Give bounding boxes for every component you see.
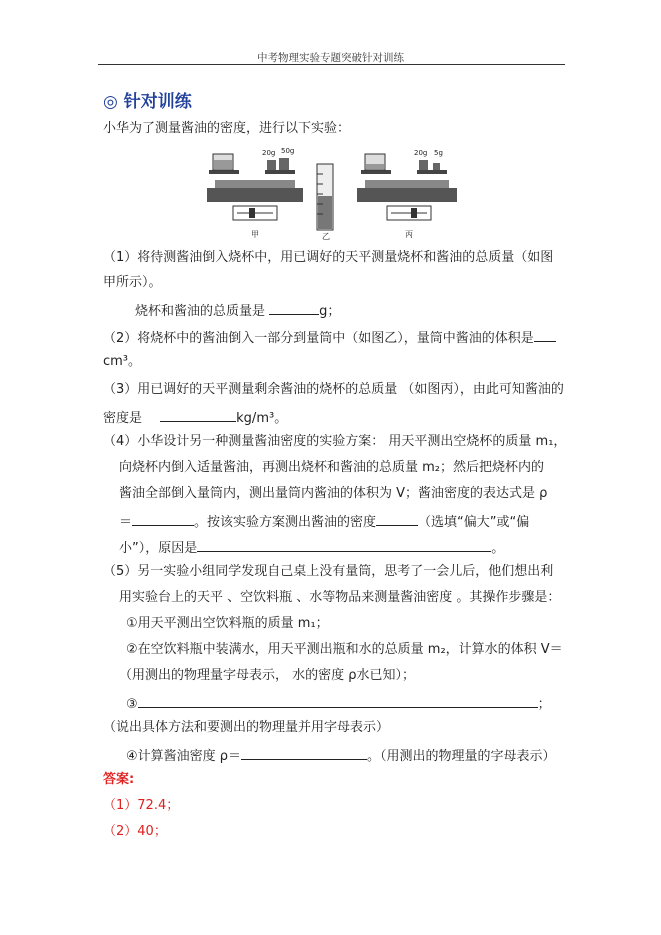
weight-left-1 [267,160,276,170]
q4-line5-post: 。 [491,541,505,556]
q1-line3-pre: 烧杯和酱油的总质量是 [135,304,266,319]
q4-line4-post: （选填“偏大”或“偏 [418,515,530,530]
q4-line4-mid: 。按该实验方案测出酱油的密度 [194,515,377,530]
section-title: ◎ 针对训练 [103,92,192,112]
q5-step3-post: ； [537,697,551,712]
q4-blank-choice [376,512,418,526]
figure-label-bing: 丙 [405,230,413,239]
q5-step3 [126,694,551,713]
q5-step4 [126,746,556,765]
q3-blank [160,408,236,422]
header-title: 中考物理实验专题突破针对训练 [257,52,404,64]
balance-right [357,149,457,239]
weight-right-label-1: 20g [414,149,428,157]
answers-label: 答案: [103,772,135,787]
q4-blank-reason [197,538,491,552]
q4-line5 [119,538,504,557]
answer-1: （1）72.4； [103,798,180,813]
experiment-figure [205,144,460,240]
balance-left [207,147,303,239]
answer-2: （2）40； [103,824,167,839]
q4-line1: （4）小华设计另一种测量酱油密度的实验方案： 用天平测出空烧杯的质量 m₁， [103,434,567,449]
weight-left-label-1: 20g [262,149,276,157]
q5-step3-pre: ③ [126,697,138,712]
q5-step2b: （用测出的物理量字母表示， 水的密度 ρ水已知）； [119,668,416,683]
q2-blank [534,328,556,342]
q1-line3 [135,301,340,320]
q2-line1 [103,328,556,347]
figure-label-yi: 乙 [322,232,330,240]
q1-line1: （1）将待测酱油倒入烧杯中，用已调好的天平测量烧杯和酱油的总质量（如图 [103,250,554,265]
weight-right-1 [419,160,428,170]
weight-right-label-2: 5g [434,149,443,157]
q2-line1-text: （2）将烧杯中的酱油倒入一部分到量筒中（如图乙），量筒中酱油的体积是 [103,331,534,346]
q4-line2: 向烧杯内倒入适量酱油，再测出烧杯和酱油的总质量 m₂；然后把烧杯内的 [119,460,545,475]
weight-right-2 [433,163,440,170]
q5-blank-step3 [138,694,538,708]
weight-left-2 [279,158,289,170]
weight-left-label-2: 50g [281,147,295,155]
q5-step3-note: （说出具体方法和要测出的物理量并用字母表示） [103,720,390,735]
q4-line4 [119,512,529,531]
q5-line2: 用实验台上的天平 、空饮料瓶 、水等物品来测量酱油密度 。其操作步骤是： [119,590,561,605]
q4-line5-pre: 小”），原因是 [119,541,198,556]
q5-step4-post: 。（用测出的物理量的字母表示） [367,749,556,764]
q4-line4-pre: ＝ [119,515,133,530]
q4-blank-expression [132,512,194,526]
q5-blank-step4 [241,746,367,760]
q1-line2: 甲所示）。 [103,275,162,290]
q4-line3: 酱油全部倒入量筒内，测出量筒内酱油的体积为 V；酱油密度的表达式是 ρ [119,486,548,501]
intro-text: 小华为了测量酱油的密度，进行以下实验： [103,121,351,136]
q5-line1: （5）另一实验小组同学发现自己桌上没有量筒，思考了一会儿后，他们想出利 [103,564,554,579]
q1-blank [269,301,319,315]
q5-step1: ①用天平测出空饮料瓶的质量 m₁； [126,616,329,631]
q3-line2-pre: 密度是 [103,411,143,426]
q3-line2-post: kg/m³。 [236,411,288,426]
q5-step4-pre: ④计算酱油密度 ρ＝ [126,749,242,764]
q2-line2: cm³。 [103,354,142,369]
figure-label-jia: 甲 [251,230,259,239]
q3-line1: （3）用已调好的天平测量剩余酱油的烧杯的总质量 （如图丙），由此可知酱油的 [103,382,564,397]
q5-step2: ②在空饮料瓶中装满水，用天平测出瓶和水的总质量 m₂，计算水的体积 V＝ [126,642,563,657]
graduated-cylinder [317,164,333,240]
q3-line2 [103,408,287,427]
q1-line3-post: g； [319,304,341,319]
header-divider [98,64,565,65]
